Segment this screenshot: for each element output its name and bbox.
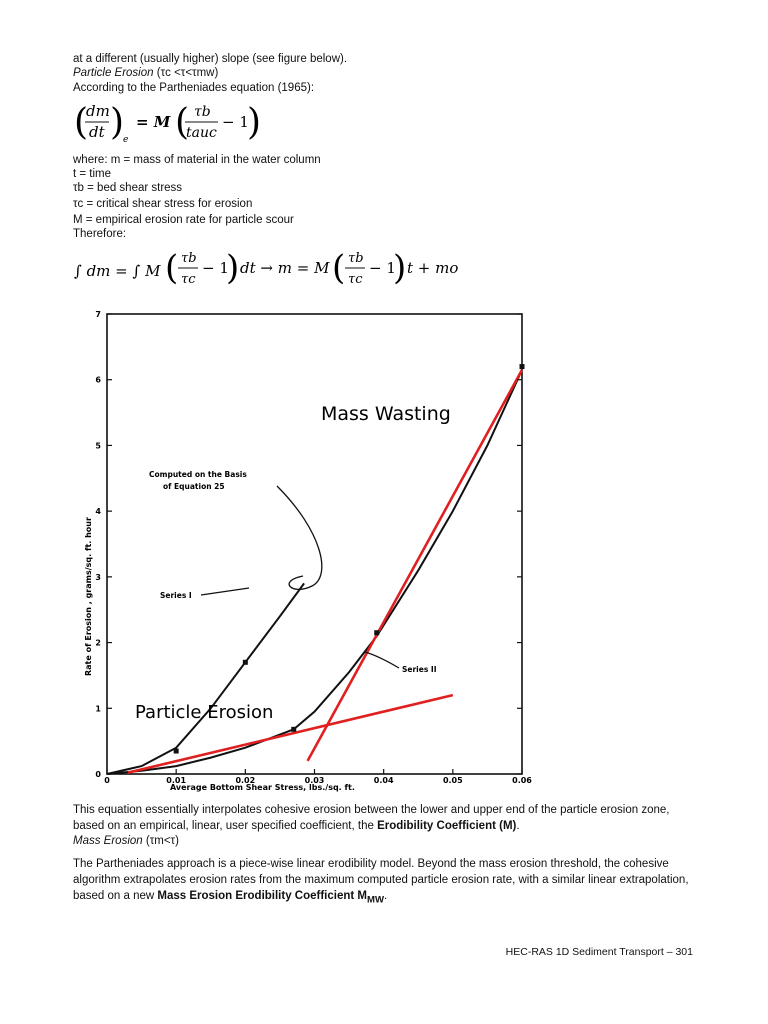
- computed-label: Computed on the Basis: [149, 470, 247, 479]
- computed-label-2: of Equation 25: [163, 482, 225, 491]
- mass-erosion-condition: (τm<τ): [145, 835, 179, 847]
- mass-erosion-heading-line: [73, 834, 179, 848]
- y-tick-label: 1: [95, 704, 101, 714]
- equation-2: [70, 244, 470, 299]
- y-axis-label: Rate of Erosion , grams/sq. ft. hour: [84, 517, 93, 676]
- therefore: Therefore:: [73, 228, 127, 240]
- page-footer: HEC-RAS 1D Sediment Transport – 301: [505, 946, 693, 958]
- def-tau-b: τb = bed shear stress: [73, 182, 183, 194]
- series-1-label: Series I: [160, 591, 192, 600]
- intro-line: at a different (usually higher) slope (see figure below).: [73, 53, 348, 65]
- y-tick-label: 3: [95, 572, 101, 582]
- x-tick-label: 0.04: [373, 776, 394, 785]
- paragraph-erodibility: [73, 802, 703, 834]
- x-tick-label: 0.01: [166, 776, 187, 785]
- eq1-equals: = M: [136, 113, 171, 131]
- y-tick-label: 5: [95, 441, 101, 451]
- data-point-marker: [374, 630, 379, 635]
- eq1-paren-left: (: [74, 102, 89, 143]
- def-m: where: m = mass of material in the water column: [73, 154, 321, 166]
- eq2-paren2-right: ): [393, 248, 407, 288]
- x-tick-label: 0.03: [304, 776, 325, 785]
- eq2-dt: dt → m = M: [240, 259, 330, 277]
- eq2-tau-b-2: τb: [348, 251, 364, 266]
- eq2-tau-c-2: τc: [348, 272, 363, 287]
- eq2-paren-right: ): [226, 248, 240, 288]
- def-M: M = empirical erosion rate for particle scour: [73, 214, 294, 226]
- eq1-frac-den: tauc: [186, 125, 217, 141]
- particle-erosion-condition: (τc <τ<τmw): [156, 67, 219, 79]
- paragraph-piecewise: [73, 856, 703, 908]
- erosion-rate-chart: [77, 296, 537, 796]
- y-tick-label: 6: [95, 375, 101, 385]
- eq2-end: t + mo: [407, 259, 459, 277]
- particle-erosion-label: Particle Erosion: [135, 702, 274, 723]
- data-point-marker: [243, 660, 248, 665]
- para1-text: This equation essentially interpolates cohesive erosion between the lower and upper end of the particle erosion zone, based on an empirical, linear, user specified coefficient, the: [73, 804, 670, 832]
- mass-wasting-label: Mass Wasting: [321, 403, 451, 425]
- eq2-paren-left: (: [165, 248, 179, 288]
- eq1-sub: e: [123, 135, 129, 145]
- equation-1: [70, 96, 270, 155]
- eq1-paren-right: ): [110, 102, 125, 143]
- y-tick-label: 0: [95, 770, 101, 779]
- eq1-minus: − 1: [222, 113, 249, 131]
- y-tick-label: 7: [95, 310, 101, 319]
- eq2-minus-2: − 1: [369, 259, 396, 277]
- data-point-marker: [291, 727, 296, 732]
- para2-text: The Partheniades approach is a piece-wise linear erodibility model. Beyond the mass erosion threshold, the cohesive algorithm extrapolates erosion rates from the maximum computed particle erosion rate, with a similar linear extrapolation, based on a new: [73, 858, 689, 902]
- data-point-marker: [520, 364, 525, 369]
- eq1-den: dt: [89, 123, 105, 141]
- eq2-left: ∫ dm = ∫ M: [74, 262, 161, 280]
- eq1-num: dm: [86, 102, 110, 120]
- eq1-paren2-right: ): [247, 102, 262, 143]
- eq1-frac-num: τb: [194, 104, 211, 120]
- eq2-tau-c: τc: [181, 272, 196, 287]
- def-tau-c: τc = critical shear stress for erosion: [73, 198, 253, 210]
- particle-erosion-heading: Particle Erosion: [73, 67, 154, 79]
- data-point-marker: [174, 749, 179, 754]
- x-tick-label: 0.06: [512, 776, 532, 785]
- eq2-minus: − 1: [202, 259, 229, 277]
- particle-erosion-heading-line: [73, 66, 218, 80]
- eq1-paren2-left: (: [175, 102, 190, 143]
- x-tick-label: 0.05: [442, 776, 463, 785]
- eq2-tau-b: τb: [181, 251, 197, 266]
- y-tick-label: 4: [95, 507, 101, 517]
- y-tick-label: 2: [95, 638, 101, 648]
- def-t: t = time: [73, 168, 112, 180]
- series-2-label: Series II: [402, 665, 437, 674]
- x-tick-label: 0.02: [235, 776, 256, 785]
- para2-bold: Mass Erosion Erodibility Coefficient M: [157, 890, 367, 902]
- para1-bold: Erodibility Coefficient (M): [377, 820, 517, 832]
- para1-end: .: [516, 820, 520, 832]
- partheniades-intro: According to the Partheniades equation (1965):: [73, 82, 315, 94]
- x-axis-label: Average Bottom Shear Stress, lbs./sq. ft.: [170, 783, 355, 792]
- eq2-paren2-left: (: [332, 248, 346, 288]
- para2-end: .: [384, 890, 388, 902]
- para2-sub: MW: [367, 894, 385, 906]
- mass-erosion-heading: Mass Erosion: [73, 835, 143, 847]
- x-tick-label: 0: [104, 776, 110, 785]
